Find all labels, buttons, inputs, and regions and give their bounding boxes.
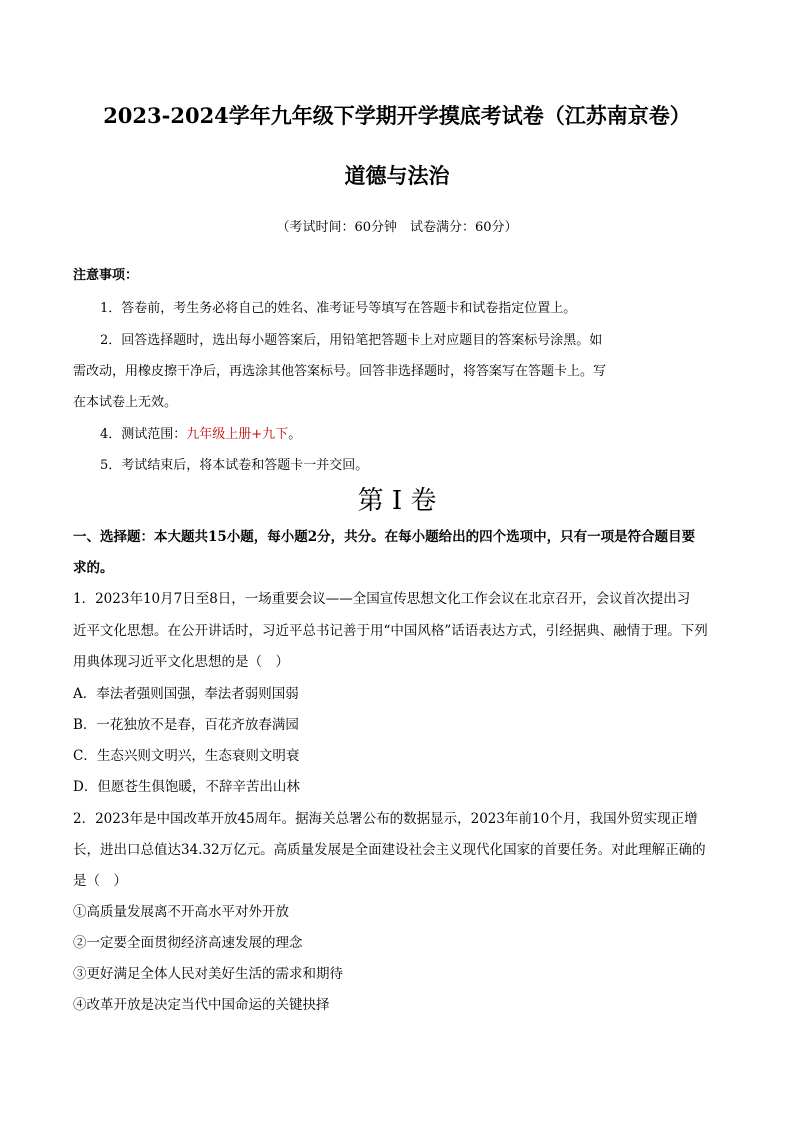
test-scope: 九年级上册+九下 bbox=[186, 427, 289, 442]
notice-item-1: 1．答卷前，考生务必将自己的姓名、准考证号等填写在答题卡和试卷指定位置上。 bbox=[100, 301, 577, 316]
part-heading-line-2: 求的。 bbox=[73, 560, 114, 576]
question-2-stem-line-1: 2．2023年是中国改革开放45周年。据海关总署公布的数据显示，2023年前10个月，我国外贸实现正增 bbox=[73, 811, 698, 827]
question-1-stem-line-2: 近平文化思想。在公开讲话时，习近平总书记善于用“中国风格”话语表达方式，引经据典、融情于理。下列 bbox=[73, 623, 708, 639]
section-title: 第 I 卷 bbox=[357, 486, 437, 516]
exam-info: （考试时间：60分钟 试卷满分：60分） bbox=[276, 220, 518, 235]
notice-item-4 bbox=[100, 423, 301, 442]
question-1-option-a: A．奉法者强则国强，奉法者弱则国弱 bbox=[73, 686, 299, 702]
notice-heading: 注意事项： bbox=[73, 268, 139, 283]
question-1-option-c: C．生态兴则文明兴，生态衰则文明衰 bbox=[73, 748, 300, 764]
question-1-stem-line-3: 用典体现习近平文化思想的是（ ） bbox=[73, 654, 289, 670]
notice-item-4-suffix: 。 bbox=[288, 427, 302, 442]
notice-item-2-line-2: 需改动，用橡皮擦干净后，再选涂其他答案标号。回答非选择题时，将答案写在答题卡上。写 bbox=[73, 364, 607, 379]
question-1-stem-line-1: 1．2023年10月7日至8日，一场重要会议——全国宣传思想文化工作会议在北京召开，会议首次提出习 bbox=[73, 591, 691, 607]
question-2-option-3: ③更好满足全体人民对美好生活的需求和期待 bbox=[73, 966, 343, 982]
notice-item-2-line-1: 2．回答选择题时，选出每小题答案后，用铅笔把答题卡上对应题目的答案标号涂黑。如 bbox=[100, 333, 603, 348]
question-2-stem-line-2: 长，进出口总值达34.32万亿元。高质量发展是全面建设社会主义现代化国家的首要任务。对此理解正确的 bbox=[73, 842, 706, 858]
question-1-option-d: D．但愿苍生俱饱暖，不辞辛苦出山林 bbox=[73, 779, 300, 795]
notice-item-5: 5．考试结束后，将本试卷和答题卡一并交回。 bbox=[100, 458, 369, 473]
notice-item-4-prefix: 4．测试范围： bbox=[100, 427, 187, 442]
question-2-stem-line-3: 是（ ） bbox=[73, 873, 127, 889]
question-1-option-b: B．一花独放不是春，百花齐放春满园 bbox=[73, 717, 299, 733]
subject-title: 道德与法治 bbox=[344, 163, 450, 188]
part-heading-line-1: 一、选择题：本大题共15小题，每小题2分，共分。在每小题给出的四个选项中，只有一项是符合题目要 bbox=[73, 529, 696, 545]
question-2-option-2: ②一定要全面贯彻经济高速发展的理念 bbox=[73, 935, 303, 951]
notice-item-2-line-3: 在本试卷上无效。 bbox=[73, 395, 178, 410]
exam-title: 2023-2024学年九年级下学期开学摸底考试卷（江苏南京卷） bbox=[103, 103, 691, 128]
question-2-option-4: ④改革开放是决定当代中国命运的关键抉择 bbox=[73, 997, 330, 1013]
question-2-option-1: ①高质量发展离不开高水平对外开放 bbox=[73, 904, 289, 920]
